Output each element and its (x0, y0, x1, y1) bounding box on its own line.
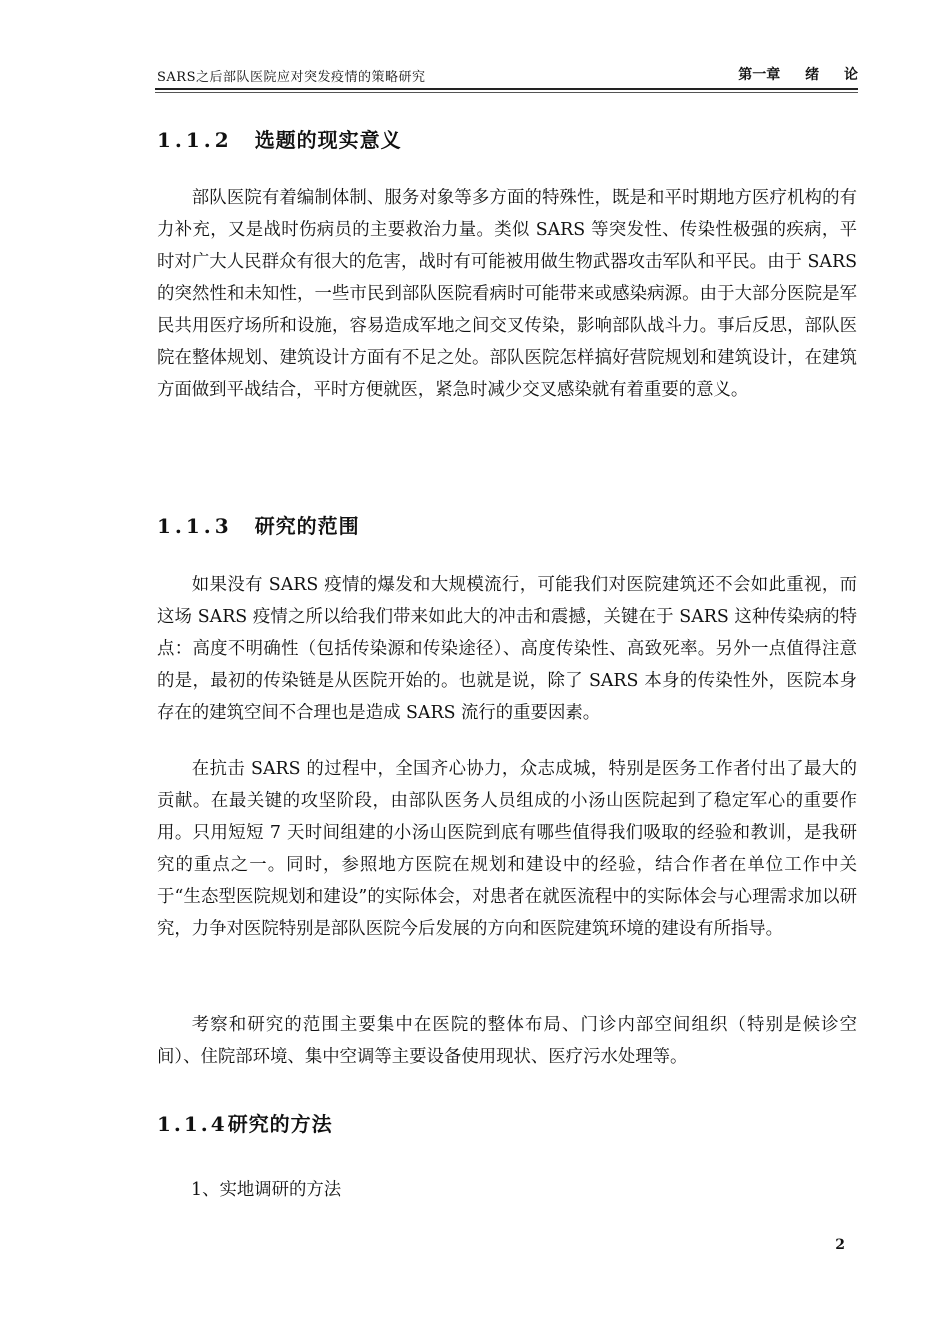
section-heading-1-1-4 (157, 1108, 333, 1137)
list-item: 1、实地调研的方法 (191, 1180, 342, 1200)
section-number: 1.1.2 (157, 128, 233, 152)
section-heading-1-1-2 (157, 124, 402, 153)
paragraph: 考察和研究的范围主要集中在医院的整体布局、门诊内部空间组织（特别是候诊空间）、住院部环境、集中空调等主要设备使用现状、医疗污水处理等。 (157, 1015, 857, 1067)
header-rule-thin (155, 92, 858, 93)
section-heading-1-1-3 (157, 510, 360, 539)
paragraph: 如果没有 SARS 疫情的爆发和大规模流行，可能我们对医院建筑还不会如此重视，而这场 SARS 疫情之所以给我们带来如此大的冲击和震撼，关键在于 SARS 这种传染病的特点：高度不明确性（包括传染源和传染途径）、高度传染性、高致死率。另外一点值得注意的是，最初的传染链是从医院开始的。也就是说，除了 SARS 本身的传染性外，医院本身存在的建筑空间不合理也是造成 SARS 流行的重要因素。 (157, 575, 857, 723)
section-title: 研究的方法 (227, 1112, 333, 1136)
section-number: 1.1.4 (157, 1112, 228, 1136)
header-rule (155, 88, 858, 90)
header-title: SARS之后部队医院应对突发疫情的策略研究 (157, 70, 426, 85)
page-number: 2 (835, 1237, 845, 1253)
paragraph: 在抗击 SARS 的过程中，全国齐心协力，众志成城，特别是医务工作者付出了最大的贡献。在最关键的攻坚阶段，由部队医务人员组成的小汤山医院起到了稳定军心的重要作用。只用短短 7 天时间组建的小汤山医院到底有哪些值得我们吸取的经验和教训，是我研究的重点之一。同时，参照地方医院在规划和建设中的经验，结合作者在单位工作中关于“生态型医院规划和建设”的实际体会，对患者在就医流程中的实际体会与心理需求加以研究，力争对医院特别是部队医院今后发展的方向和医院建筑环境的建设有所指导。 (157, 759, 857, 939)
section-title: 研究的范围 (254, 514, 360, 538)
paragraph: 部队医院有着编制体制、服务对象等多方面的特殊性，既是和平时期地方医疗机构的有力补充，又是战时伤病员的主要救治力量。类似 SARS 等突发性、传染性极强的疾病，平时对广大人民群众有很大的危害，战时有可能被用做生物武器攻击军队和平民。由于 SARS 的突然性和未知性，一些市民到部队医院看病时可能带来或感染病源。由于大部分医院是军民共用医疗场所和设施，容易造成军地之间交叉传染，影响部队战斗力。事后反思，部队医院在整体规划、建筑设计方面有不足之处。部队医院怎样搞好营院规划和建筑设计，在建筑方面做到平战结合，平时方便就医，紧急时减少交叉感染就有着重要的意义。 (157, 188, 857, 400)
section-number: 1.1.3 (157, 514, 233, 538)
header-chapter: 第一章 绪 论 (738, 67, 858, 83)
section-title: 选题的现实意义 (254, 128, 402, 152)
running-header (155, 64, 858, 88)
